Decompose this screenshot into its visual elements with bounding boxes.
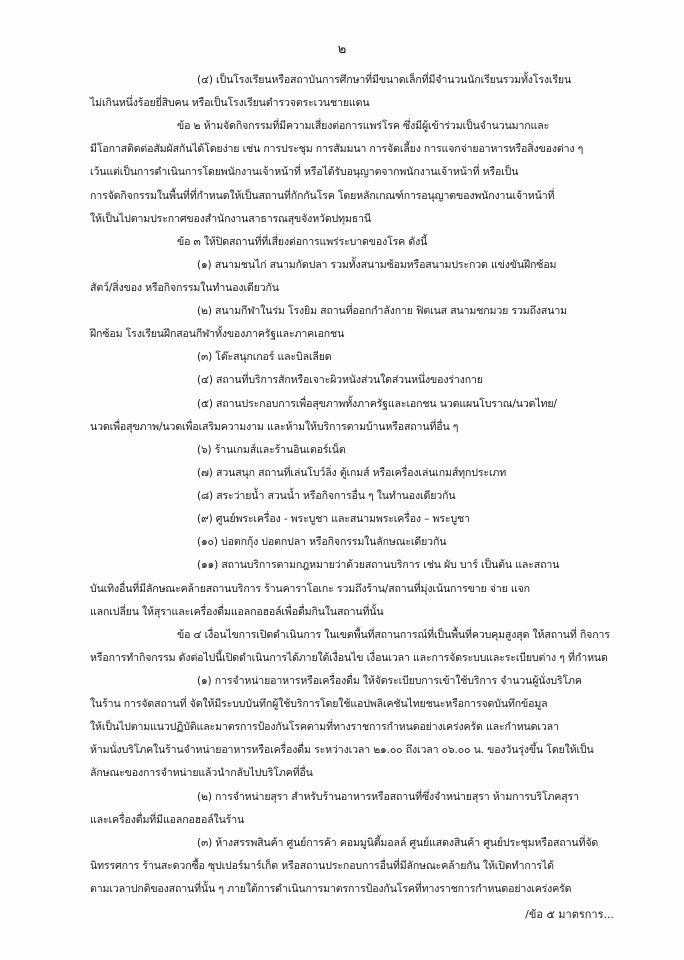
text-line: (๑) การจำหน่ายอาหารหรือเครื่องดื่ม ให้จัดระเบียบการเข้าใช้บริการ จำนวนผู้นั่งบริโภค <box>197 675 582 687</box>
text-line: ให้เป็นไปตามแนวปฏิบัติและมาตรการป้องกันโรคตามที่ทางราชการกำหนดอย่างเคร่งครัด และกำหนดเวลา <box>90 721 559 733</box>
text-line: (๘) สระว่ายน้ำ สวนน้ำ หรือกิจการอื่น ๆ ในทำนองเดียวกัน <box>197 490 456 502</box>
text-line: (๔) เป็นโรงเรียนหรือสถาบันการศึกษาที่มีขนาดเล็กที่มีจำนวนนักเรียนรวมทั้งโรงเรียน <box>197 74 572 86</box>
text-line: ไม่เกินหนึ่งร้อยยี่สิบคน หรือเป็นโรงเรียนตำรวจตระเวนชายแดน <box>90 97 370 109</box>
text-line: นิทรรศการ ร้านสะดวกซื้อ ซุปเปอร์มาร์เก็ต หรือสถานประกอบการอื่นที่มีลักษณะคล้ายกัน ให้เปิดทำการได้ <box>90 860 554 872</box>
text-line: (๖) ร้านเกมส์และร้านอินเตอร์เน็ต <box>197 444 346 456</box>
text-line: ในร้าน การจัดสถานที่ จัดให้มีระบบบันทึกผู้ใช้บริการโดยใช้แอปพลิเคชันไทยชนะหรือการจดบันทึกข้อมูล <box>90 698 548 710</box>
text-line: (๓) โต๊ะสนุกเกอร์ และบิลเลียด <box>197 351 332 363</box>
text-line: นวดเพื่อสุขภาพ/นวดเพื่อเสริมความงาม และห้ามให้บริการตามบ้านหรือสถานที่อื่น ๆ <box>90 421 459 433</box>
text-line: ข้อ ๓ ให้ปิดสถานที่ที่เสี่ยงต่อการแพร่ระบาดของโรค ดังนี้ <box>177 236 428 248</box>
text-line: (๓) ห้างสรรพสินค้า ศูนย์การค้า คอมมูนิตี้มอลล์ ศูนย์แสดงสินค้า ศูนย์ประชุมหรือสถานที่จัด <box>197 837 599 849</box>
text-line: (๑) สนามชนไก่ สนามกัดปลา รวมทั้งสนามซ้อมหรือสนามประกวด แข่งขันฝึกซ้อม <box>197 259 557 271</box>
text-line: และเครื่องดื่มที่มีแอลกอฮอล์ในร้าน <box>90 814 245 826</box>
text-line: ฝึกซ้อม โรงเรียนฝึกสอนกีฬาทั้งของภาครัฐและภาคเอกชน <box>90 328 345 340</box>
page-number: ๒ <box>337 42 347 57</box>
text-line: (๔) สถานที่บริการสักหรือเจาะผิวหนังส่วนใดส่วนหนึ่งของร่างกาย <box>197 374 483 386</box>
text-line: การจัดกิจกรรมในพื้นที่ที่กำหนดให้เป็นสถานที่กักกันโรค โดยหลักเกณฑ์การอนุญาตของพนักงานเจ้าหน้าที่ <box>90 190 555 202</box>
text-line: (๕) สถานประกอบการเพื่อสุขภาพทั้งภาครัฐและเอกชน นวดแผนโบราณ/นวดไทย/ <box>197 398 557 410</box>
text-line: ข้อ ๔ เงื่อนไขการเปิดดำเนินการ ในเขตพื้นที่สถานการณ์ที่เป็นพื้นที่ควบคุมสูงสุด ให้สถานที่ กิจการ <box>177 629 610 641</box>
text-line: ตามเวลาปกติของสถานที่นั้น ๆ ภายใต้การดำเนินการมาตรการป้องกันโรคที่ทางราชการกำหนดอย่างเคร่งครัด <box>90 883 572 895</box>
text-line: (๑๐) บ่อตกกุ้ง บ่อตกปลา หรือกิจกรรมในลักษณะเดียวกัน <box>197 536 447 548</box>
text-line: เว้นแต่เป็นการดำเนินการโดยพนักงานเจ้าหน้าที่ หรือได้รับอนุญาตจากพนักงานเจ้าหน้าที่ หรือเป็น <box>90 166 519 178</box>
text-line: (๑๑) สถานบริการตามกฎหมายว่าด้วยสถานบริการ เช่น ผับ บาร์ เป็นต้น และสถาน <box>197 559 560 571</box>
text-line: แลกเปลี่ยน ให้สุราและเครื่องดื่มแอลกอฮอล์เพื่อดื่มกินในสถานที่นั้น <box>90 606 384 618</box>
text-line: (๒) สนามกีฬาในร่ม โรงยิม สถานที่ออกกำลังกาย ฟิตเนส สนามชกมวย รวมถึงสนาม <box>197 305 567 317</box>
text-line: (๒) การจำหน่ายสุรา สำหรับร้านอาหารหรือสถานที่ซึ่งจำหน่ายสุรา ห้ามการบริโภคสุรา <box>197 791 579 803</box>
text-line: ข้อ ๒ ห้ามจัดกิจกรรมที่มีความเสี่ยงต่อการแพร่โรค ซึ่งมีผู้เข้าร่วมเป็นจำนวนมากและ <box>177 120 550 132</box>
text-line: ให้เป็นไปตามประกาศของสำนักงานสาธารณสุขจังหวัดปทุมธานี <box>90 213 372 225</box>
text-line: มีโอกาสติดต่อสัมผัสกันได้โดยง่าย เช่น การประชุม การสัมมนา การจัดเลี้ยง การแจกจ่ายอาหารหรือสิ่งของต่าง ๆ <box>90 143 584 155</box>
text-line: หรือการทำกิจกรรม ดังต่อไปนี้เปิดดำเนินการได้ภายใต้เงื่อนไข เงื่อนเวลา และการจัดระบบและระเบียบต่าง ๆ ที่กำหนด <box>90 652 608 664</box>
text-line: บันเทิงอื่นที่มีลักษณะคล้ายสถานบริการ ร้านคาราโอเกะ รวมถึงร้าน/สถานที่มุ่งเน้นการขาย จ่าย แจก <box>90 583 530 595</box>
text-line: ลักษณะของการจำหน่ายแล้วนำกลับไปบริโภคที่อื่น <box>90 767 313 779</box>
text-line: สัตว์/สิ่งของ หรือกิจกรรมในทำนองเดียวกัน <box>90 282 279 294</box>
continuation-marker: /ข้อ ๕ มาตรการ... <box>525 908 614 921</box>
text-line: ห้ามนั่งบริโภคในร้านจำหน่ายอาหารหรือเครื่องดื่ม ระหว่างเวลา ๒๑.๐๐ ถึงเวลา ๐๖.๐๐ น. ของวันรุ่งขึ้น โดยให้เป็น <box>90 744 594 756</box>
text-line: (๙) ศูนย์พระเครื่อง - พระบูชา และสนามพระเครื่อง – พระบูชา <box>197 513 470 525</box>
text-line: (๗) สวนสนุก สถานที่เล่นโบว์ลิ่ง ตู้เกมส์ หรือเครื่องเล่นเกมส์ทุกประเภท <box>197 467 507 479</box>
